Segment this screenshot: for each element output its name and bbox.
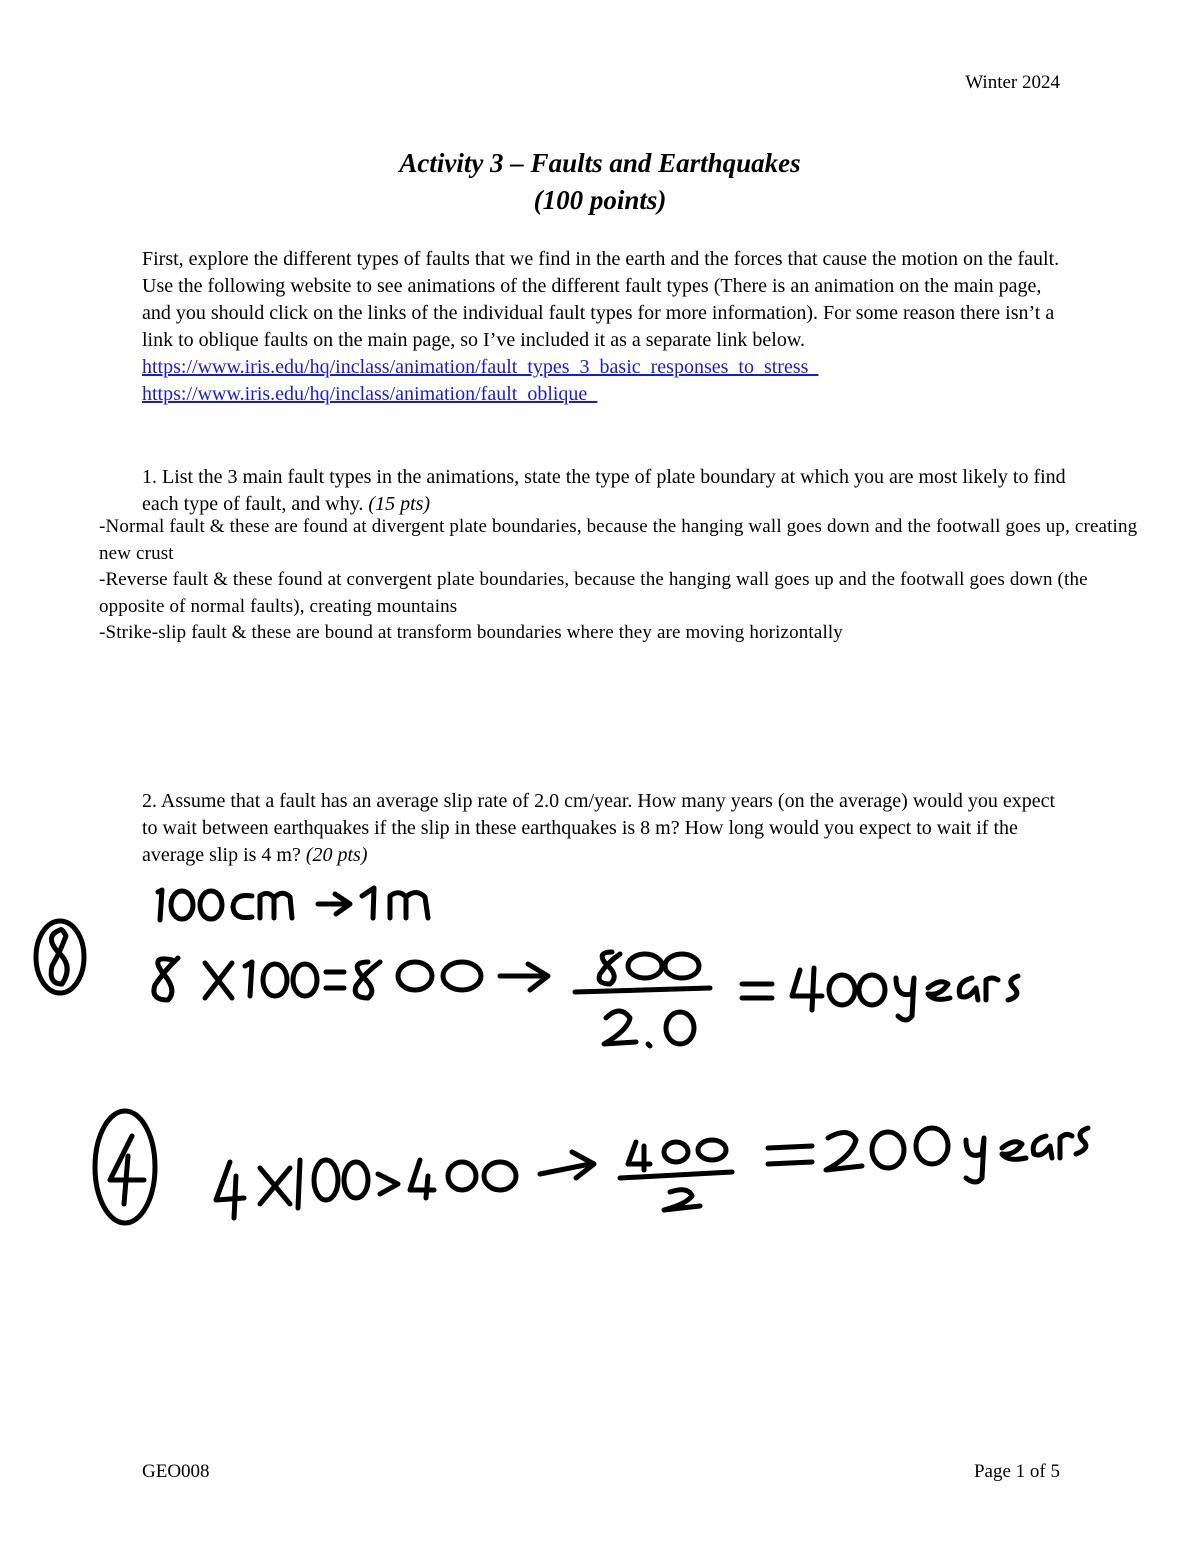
question-1-text: 1. List the 3 main fault types in the animations, state the type of plate boundary at which you are most likely to find each type of fault, and why. — [142, 466, 1066, 515]
question-2-points: (20 pts) — [305, 844, 368, 866]
link-fault-types[interactable]: https://www.iris.edu/hq/inclass/animation/fault_types_3_basic_responses_to_stress_ — [142, 356, 819, 378]
header-term: Winter 2024 — [965, 72, 1060, 93]
answer-reverse-fault: -Reverse fault & these found at convergent plate boundaries, because the hanging wall goes up and the footwall goes down (the opposite of normal faults), creating mountains — [99, 569, 1088, 617]
intro-text: First, explore the different types of faults that we find in the earth and the forces that cause the motion on the fault. Use the following website to see animations of the different fault types (There is an animation on the main page, and you should click on the links of the individual fault types for more information). For some reason there isn’t a link to oblique faults on the main page, so I’ve included it as a separate link below. — [142, 248, 1060, 351]
handwritten-conversion — [158, 888, 428, 920]
page-title: Activity 3 – Faults and Earthquakes — [399, 148, 801, 178]
footer-course: GEO008 — [142, 1461, 210, 1482]
answer-normal-fault: -Normal fault & these are found at divergent plate boundaries, because the hanging wall goes down and the footwall goes up, creating new crust — [99, 516, 1138, 564]
handwritten-case-8 — [36, 921, 1018, 1046]
handwritten-case-4 — [95, 1111, 1088, 1223]
footer-page-number: Page 1 of 5 — [973, 1461, 1060, 1482]
question-2-text: 2. Assume that a fault has an average slip rate of 2.0 cm/year. How many years (on the average) would you expect to wait between earthquakes if the slip in these earthquakes is 8 m? How long would you expect to wait if the average slip is 4 m? — [142, 790, 1056, 866]
page-subtitle-points: (100 points) — [533, 185, 667, 215]
answer-strike-slip-fault: -Strike-slip fault & these are bound at transform boundaries where they are moving horizontally — [99, 622, 843, 643]
question-1-points: (15 pts) — [368, 493, 431, 515]
link-fault-oblique[interactable]: https://www.iris.edu/hq/inclass/animation/fault_oblique_ — [142, 383, 598, 405]
